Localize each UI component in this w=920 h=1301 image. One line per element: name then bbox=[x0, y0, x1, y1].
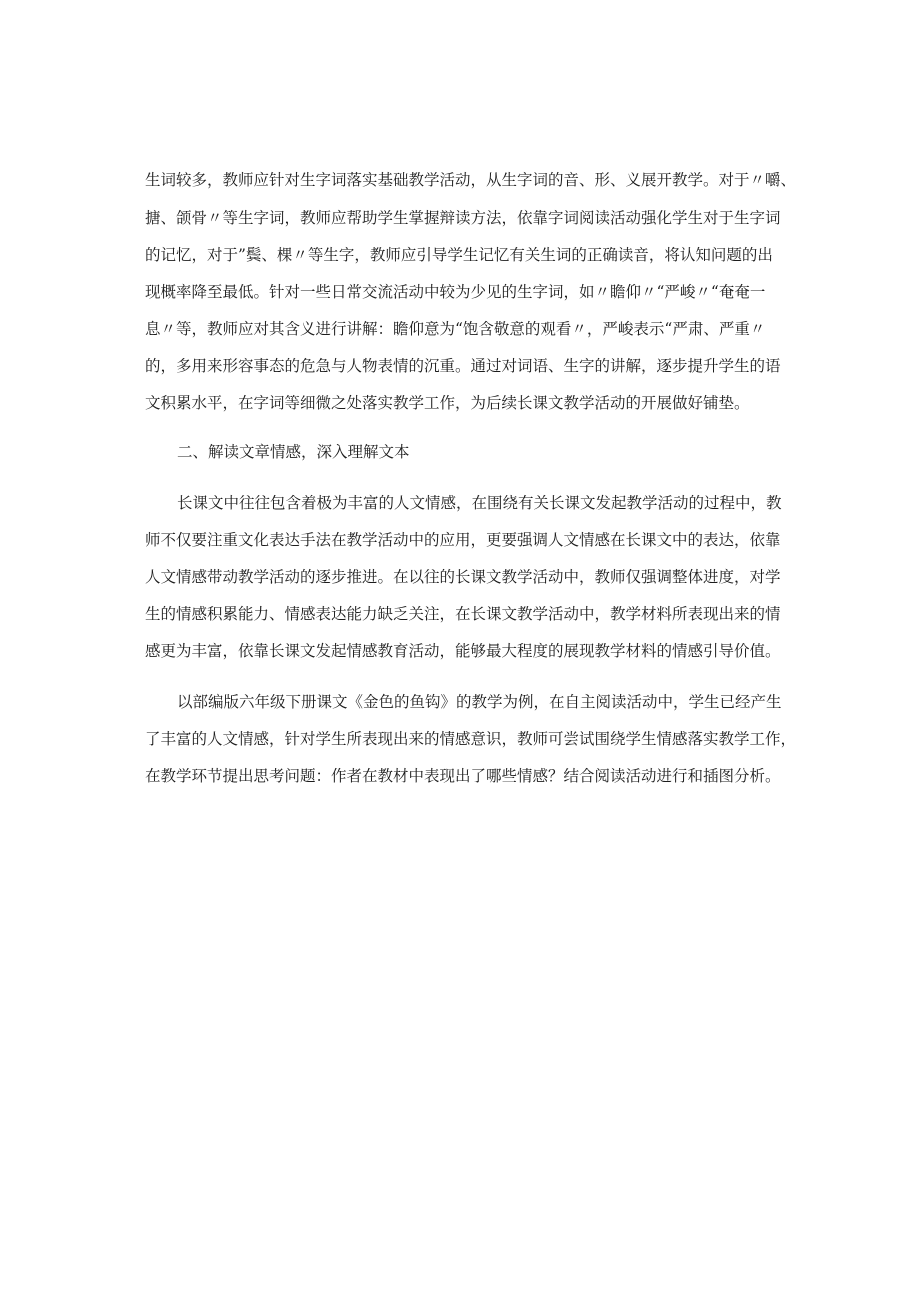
paragraph-2-line-3: 人文情感带动教学活动的逐步推进。在以往的长课文教学活动中，教师仅强调整体进度，对学 bbox=[145, 568, 781, 586]
paragraph-1-line-3: 的记忆，对于”鬓、棵〃等生字，教师应引导学生记忆有关生词的正确读音，将认知问题的出 bbox=[145, 246, 773, 264]
section-heading: 二、解读文章情感，深入理解文本 bbox=[177, 443, 410, 461]
paragraph-1-line-6: 的，多用来形容事态的危急与人物表情的沉重。通过对词语、生字的讲解，逐步提升学生的语 bbox=[145, 357, 781, 375]
paragraph-2-line-1: 长课文中往往包含着极为丰富的人文情感，在围绕有关长课文发起教学活动的过程中，教 bbox=[177, 494, 782, 512]
paragraph-2-line-5: 感更为丰富，依靠长课文发起情感教育活动，能够最大程度的展现教学材料的情感引导价值。 bbox=[145, 642, 781, 660]
paragraph-3-line-1: 以部编版六年级下册课文《金色的鱼钩》的教学为例，在自主阅读活动中，学生已经产生 bbox=[177, 693, 782, 711]
paragraph-1-line-1: 生词较多，教师应针对生字词落实基础教学活动，从生字词的音、形、义展开教学。对于〃嚼、 bbox=[145, 171, 797, 189]
paragraph-2-line-4: 生的情感积累能力、情感表达能力缺乏关注，在长课文教学活动中，教学材料所表现出来的情 bbox=[145, 605, 781, 623]
paragraph-1-line-5: 息〃等，教师应对其含义进行讲解：瞻仰意为“饱含敬意的观看〃，严峻表示“严肃、严重〃 bbox=[145, 320, 766, 338]
paragraph-2-line-2: 师不仅要注重文化表达手法在教学活动中的应用，更要强调人文情感在长课文中的表达，依靠 bbox=[145, 531, 781, 549]
paragraph-3-line-2: 了丰富的人文情感，针对学生所表现出来的情感意识，教师可尝试围绕学生情感落实教学工作， bbox=[145, 730, 797, 748]
paragraph-1-line-4: 现概率降至最低。针对一些日常交流活动中较为少见的生字词，如〃瞻仰〃“严峻〃“奄奄一 bbox=[145, 283, 766, 301]
paragraph-1-line-2: 搪、颌骨〃等生字词，教师应帮助学生掌握辩读方法，依靠字词阅读活动强化学生对于生字词 bbox=[145, 209, 781, 227]
paragraph-3-line-3: 在教学环节提出思考问题：作者在教材中表现出了哪些情感？结合阅读活动进行和插图分析。 bbox=[145, 767, 781, 785]
paragraph-1-line-7: 文积累水平，在字词等细微之处落实教学工作，为后续长课文教学活动的开展做好铺垫。 bbox=[145, 394, 750, 412]
